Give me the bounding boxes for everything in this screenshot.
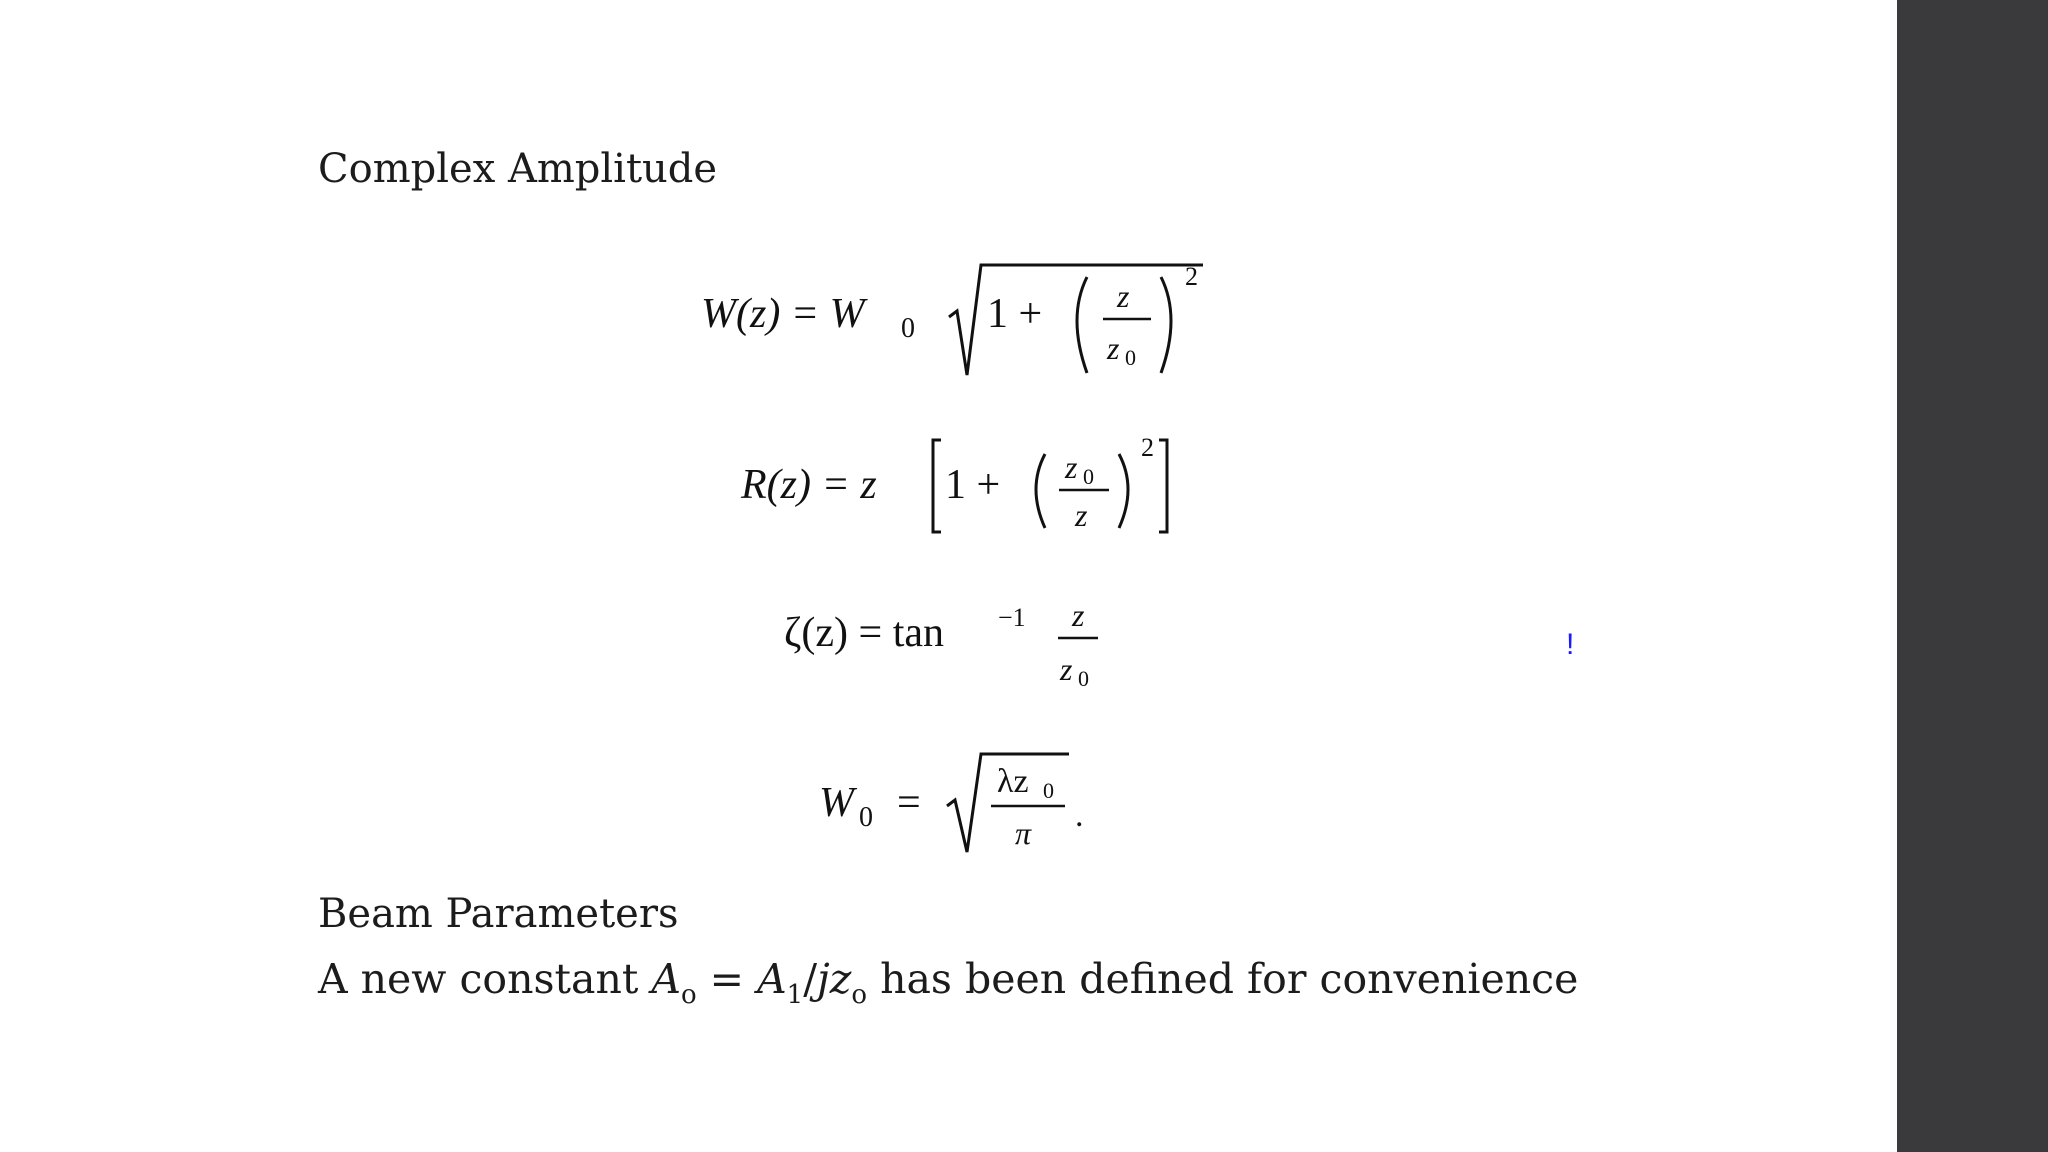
eq-w-lhs-sub: 0 <box>901 313 915 344</box>
eq-r-lhs: R(z) = z <box>741 462 877 508</box>
eq-zeta-den: z <box>1060 651 1073 687</box>
eq-w0-den: π <box>1015 815 1032 851</box>
eq-w0-num-sub: 0 <box>1043 778 1054 803</box>
body-suffix: has been defined for convenience <box>867 955 1579 1003</box>
eq-r-num: z <box>1065 449 1078 485</box>
equation-radius-svg <box>735 432 1195 542</box>
body-equals: = <box>696 955 758 1003</box>
eq-w-right-paren <box>1161 277 1171 373</box>
eq-w0-dot: . <box>1075 797 1084 834</box>
eq-zeta-den-sub: 0 <box>1078 666 1089 691</box>
eq-r-right-paren <box>1119 454 1128 528</box>
eq-r-one-plus: 1 + <box>945 462 1001 508</box>
equation-beam-width-svg <box>695 255 1215 385</box>
eq-w0-num: λz <box>997 763 1029 800</box>
eq-w0-lhs-sub: 0 <box>859 802 873 833</box>
equation-zeta-svg <box>780 590 1110 700</box>
eq-w-num: z <box>1117 278 1130 314</box>
eq-w-left-paren <box>1077 277 1087 373</box>
equation-radius-curvature <box>735 432 1195 547</box>
eq-w-exp: 2 <box>1185 262 1198 291</box>
eq-r-left-paren <box>1036 454 1045 528</box>
eq-w0-lhs: W <box>819 780 854 826</box>
body-a0-sub: o <box>680 980 697 1010</box>
eq-w-one-plus: 1 + <box>987 291 1043 337</box>
eq-r-den: z <box>1075 497 1088 533</box>
equation-gouy-phase <box>780 590 1110 705</box>
equation-beam-width <box>695 255 1215 390</box>
equation-waist-radius <box>815 748 1115 863</box>
heading-beam-parameters: Beam Parameters <box>318 891 679 937</box>
body-constant-definition <box>318 955 1578 1010</box>
body-a0-letter: A <box>651 955 681 1003</box>
body-a1-letter: A <box>757 955 787 1003</box>
body-z-sub: o <box>851 980 868 1010</box>
eq-r-left-bracket <box>933 440 941 532</box>
eq-r-exp: 2 <box>1141 433 1154 462</box>
eq-zeta-lhs: ζ(z) = tan <box>784 610 945 656</box>
body-jz: jz <box>817 955 852 1003</box>
body-prefix: A new constant <box>318 955 652 1003</box>
heading-complex-amplitude: Complex Amplitude <box>318 146 718 192</box>
eq-r-right-bracket <box>1159 440 1167 532</box>
eq-w-den: z <box>1107 330 1120 366</box>
equation-w0-svg <box>815 748 1115 858</box>
right-side-bar <box>1897 0 2048 1152</box>
eq-r-num-sub: 0 <box>1083 464 1094 489</box>
eq-zeta-num: z <box>1072 597 1085 633</box>
body-slash: / <box>803 955 818 1003</box>
eq-zeta-exp: −1 <box>998 603 1026 632</box>
eq-w-den-sub: 0 <box>1125 345 1136 370</box>
eq-w0-eq: = <box>897 780 921 826</box>
cursor-marker: ! <box>1566 628 1575 661</box>
eq-w-lhs: W(z) = W <box>701 291 865 337</box>
body-a1-sub: 1 <box>786 980 804 1010</box>
